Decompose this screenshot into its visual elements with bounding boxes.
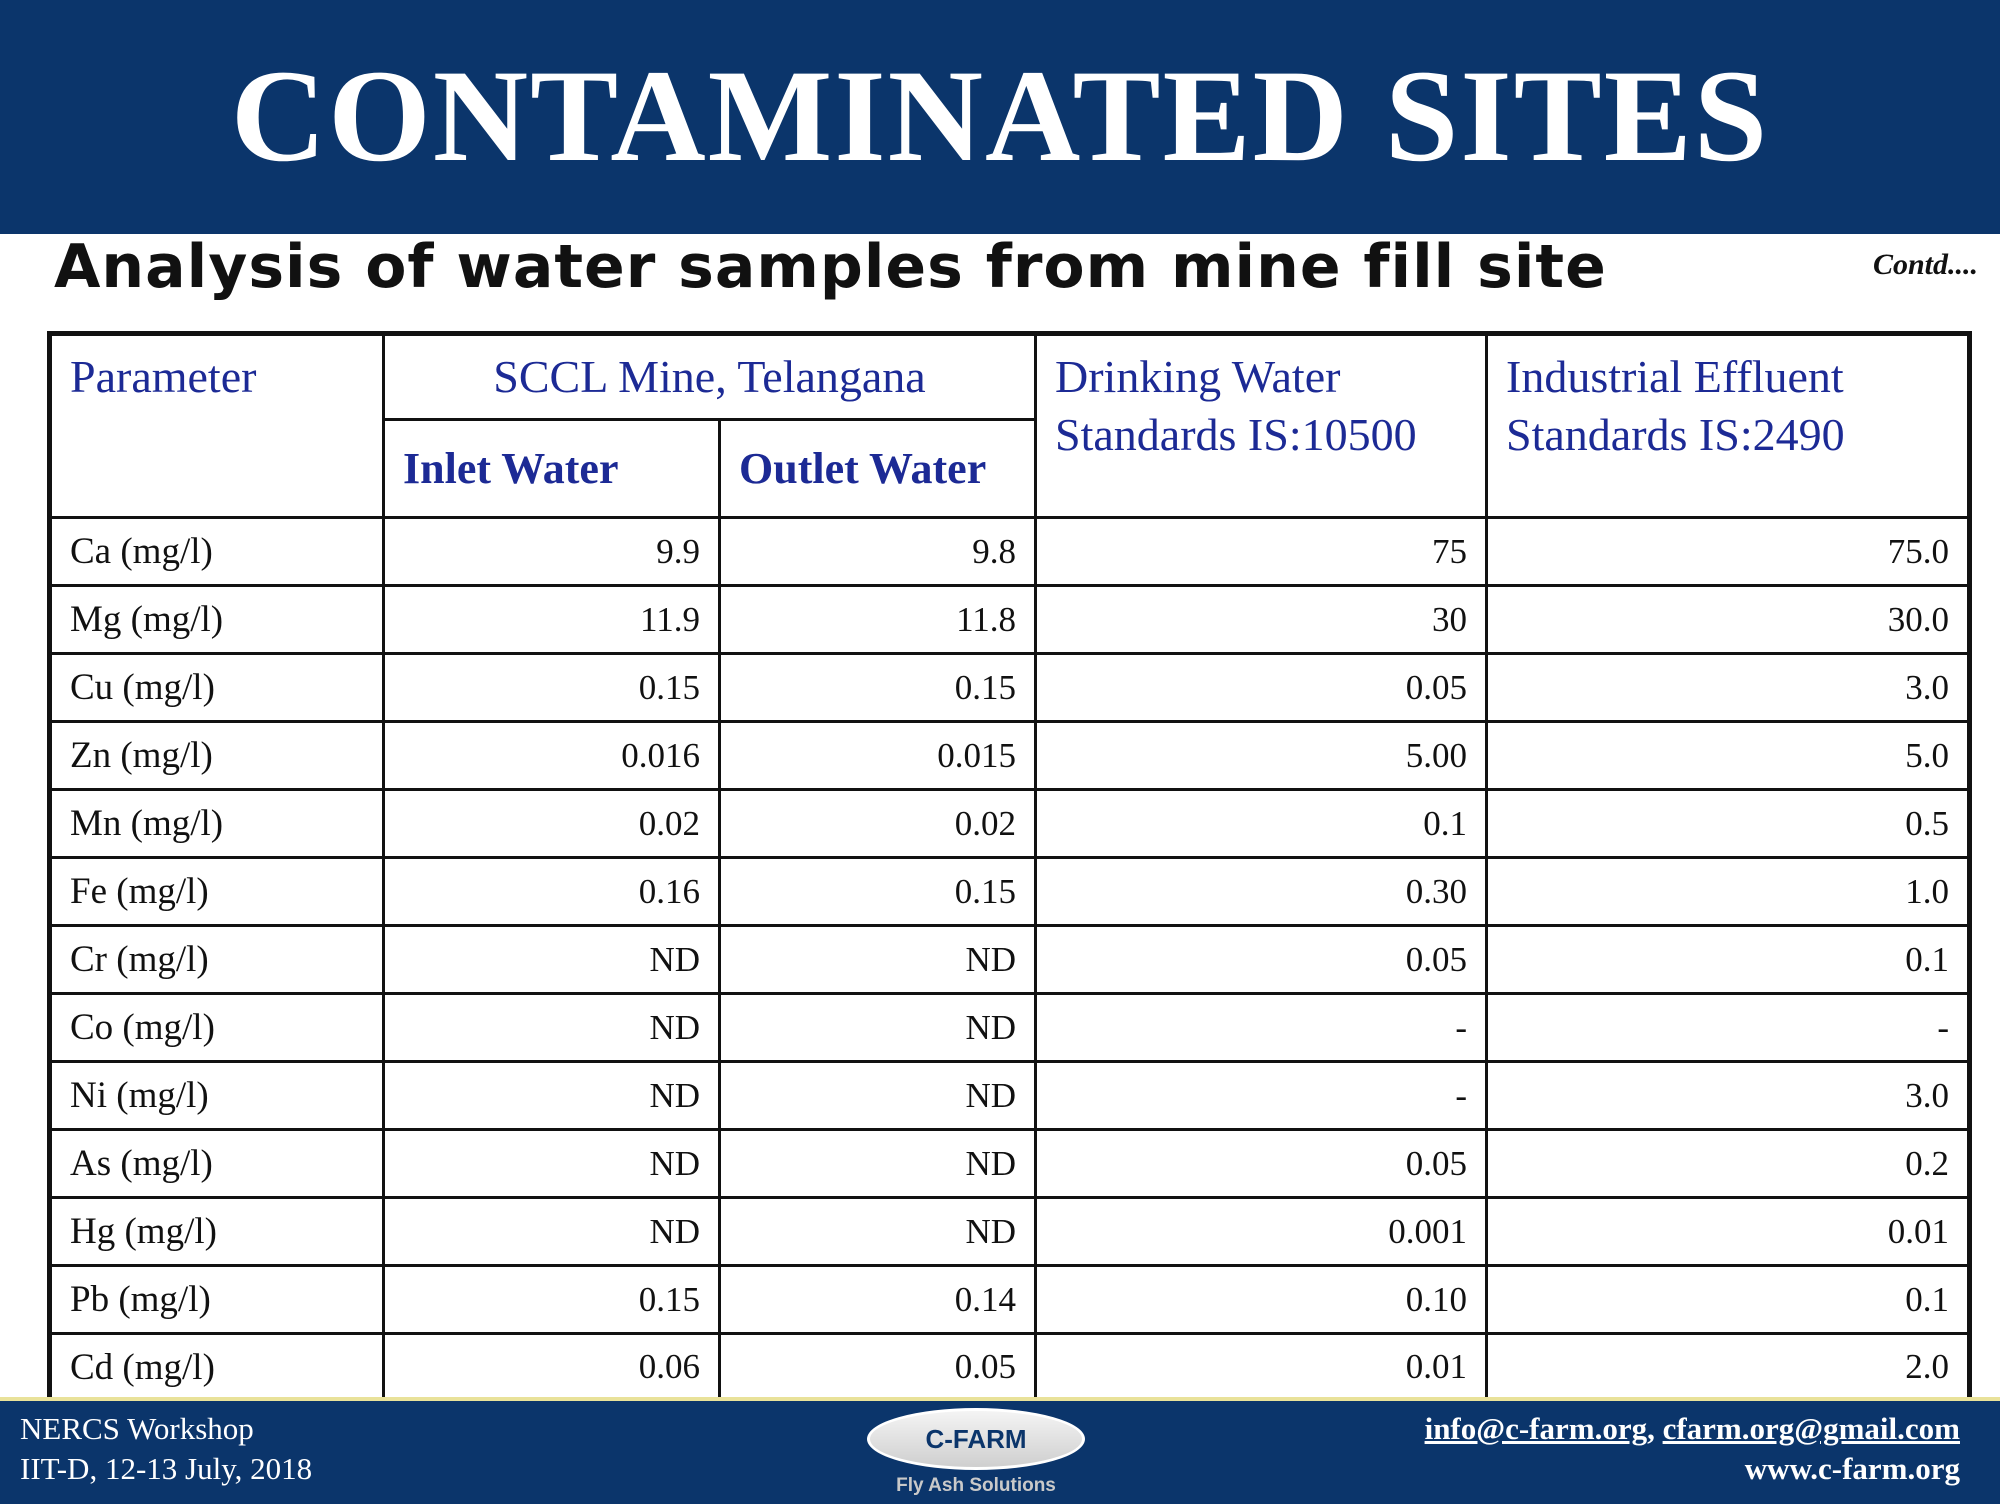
cell-parameter: Mn (mg/l) [50, 790, 384, 858]
cell-drinking-standard: 0.05 [1036, 926, 1487, 994]
cell-industrial-standard: 75.0 [1487, 518, 1970, 586]
table-row [50, 1062, 1970, 1130]
cell-parameter: Hg (mg/l) [50, 1198, 384, 1266]
logo-tagline: Fly Ash Solutions [896, 1475, 1056, 1496]
cell-inlet-water: 0.016 [384, 722, 720, 790]
cell-drinking-standard: 30 [1036, 586, 1487, 654]
email-link-info[interactable]: info@c-farm.org [1424, 1411, 1648, 1446]
table-row [50, 1266, 1970, 1334]
website-link[interactable]: www.c-farm.org [1744, 1451, 1960, 1486]
email-link-gmail[interactable]: cfarm.org@gmail.com [1662, 1411, 1960, 1446]
contact-info [1425, 1409, 1960, 1489]
continued-label: Contd.... [1872, 248, 1978, 281]
cell-drinking-standard: 75 [1036, 518, 1487, 586]
table-row [50, 1130, 1970, 1198]
cell-drinking-standard: 0.01 [1036, 1334, 1487, 1402]
header-drinking-standard [1036, 334, 1487, 518]
cell-drinking-standard: 0.05 [1036, 654, 1487, 722]
cell-parameter: Cr (mg/l) [50, 926, 384, 994]
contact-emails [1425, 1409, 1960, 1449]
header-industrial-line1: Industrial Effluent [1506, 351, 1844, 402]
cell-parameter: Ca (mg/l) [50, 518, 384, 586]
cell-inlet-water: ND [384, 1130, 720, 1198]
water-analysis-table [47, 331, 1972, 1404]
cell-drinking-standard: 0.30 [1036, 858, 1487, 926]
table-row [50, 722, 1970, 790]
cell-drinking-standard: 0.10 [1036, 1266, 1487, 1334]
cell-inlet-water: 0.02 [384, 790, 720, 858]
cell-industrial-standard: - [1487, 994, 1970, 1062]
cell-parameter: Co (mg/l) [50, 994, 384, 1062]
workshop-info [20, 1409, 312, 1489]
cell-industrial-standard: 0.01 [1487, 1198, 1970, 1266]
cell-inlet-water: 0.06 [384, 1334, 720, 1402]
cell-drinking-standard: - [1036, 1062, 1487, 1130]
cell-outlet-water: 0.15 [720, 654, 1036, 722]
header-industrial-standard [1487, 334, 1970, 518]
cell-drinking-standard: 0.001 [1036, 1198, 1487, 1266]
cell-industrial-standard: 2.0 [1487, 1334, 1970, 1402]
cell-inlet-water: ND [384, 1198, 720, 1266]
cell-outlet-water: ND [720, 1130, 1036, 1198]
table-row [50, 994, 1970, 1062]
cell-outlet-water: ND [720, 1062, 1036, 1130]
cell-outlet-water: 0.15 [720, 858, 1036, 926]
cell-industrial-standard: 0.1 [1487, 1266, 1970, 1334]
cell-outlet-water: ND [720, 994, 1036, 1062]
cell-inlet-water: 0.15 [384, 1266, 720, 1334]
cell-industrial-standard: 1.0 [1487, 858, 1970, 926]
table-row [50, 1198, 1970, 1266]
header-inlet-water: Inlet Water [384, 420, 720, 518]
cell-industrial-standard: 0.5 [1487, 790, 1970, 858]
cell-inlet-water: 0.16 [384, 858, 720, 926]
cell-industrial-standard: 0.2 [1487, 1130, 1970, 1198]
cell-drinking-standard: - [1036, 994, 1487, 1062]
table-row [50, 1334, 1970, 1402]
cell-outlet-water: ND [720, 926, 1036, 994]
cell-industrial-standard: 0.1 [1487, 926, 1970, 994]
cell-parameter: As (mg/l) [50, 1130, 384, 1198]
cell-parameter: Cu (mg/l) [50, 654, 384, 722]
header-industrial-line2: Standards IS:2490 [1506, 409, 1845, 460]
cell-industrial-standard: 3.0 [1487, 654, 1970, 722]
cell-outlet-water: 0.05 [720, 1334, 1036, 1402]
cell-industrial-standard: 30.0 [1487, 586, 1970, 654]
cell-drinking-standard: 5.00 [1036, 722, 1487, 790]
table-row [50, 654, 1970, 722]
cell-parameter: Cd (mg/l) [50, 1334, 384, 1402]
table-body [50, 518, 1970, 1402]
cell-outlet-water: ND [720, 1198, 1036, 1266]
cell-inlet-water: ND [384, 926, 720, 994]
cell-inlet-water: 9.9 [384, 518, 720, 586]
table-row [50, 926, 1970, 994]
cell-industrial-standard: 5.0 [1487, 722, 1970, 790]
header-site: SCCL Mine, Telangana [384, 334, 1036, 420]
cell-inlet-water: ND [384, 994, 720, 1062]
footer-bar [0, 1397, 2000, 1504]
cell-parameter: Pb (mg/l) [50, 1266, 384, 1334]
table-row [50, 518, 1970, 586]
cell-inlet-water: ND [384, 1062, 720, 1130]
header-outlet-water: Outlet Water [720, 420, 1036, 518]
cell-outlet-water: 0.02 [720, 790, 1036, 858]
table-row [50, 790, 1970, 858]
cell-outlet-water: 0.14 [720, 1266, 1036, 1334]
email-separator: , [1647, 1411, 1663, 1446]
workshop-name: NERCS Workshop [20, 1411, 254, 1446]
title-banner [0, 0, 2000, 234]
header-parameter: Parameter [50, 334, 384, 518]
cell-drinking-standard: 0.1 [1036, 790, 1487, 858]
workshop-venue-date: IIT-D, 12-13 July, 2018 [20, 1451, 313, 1486]
cell-outlet-water: 9.8 [720, 518, 1036, 586]
cell-parameter: Zn (mg/l) [50, 722, 384, 790]
cell-parameter: Mg (mg/l) [50, 586, 384, 654]
page-title: CONTAMINATED SITES [230, 41, 1770, 189]
cell-inlet-water: 11.9 [384, 586, 720, 654]
cell-inlet-water: 0.15 [384, 654, 720, 722]
slide-subtitle: Analysis of water samples from mine fill site [54, 232, 1607, 302]
logo-text: C-FARM [925, 1423, 1027, 1454]
cell-outlet-water: 0.015 [720, 722, 1036, 790]
cell-drinking-standard: 0.05 [1036, 1130, 1487, 1198]
cell-industrial-standard: 3.0 [1487, 1062, 1970, 1130]
c-farm-logo [867, 1408, 1085, 1470]
header-drinking-line2: Standards IS:10500 [1055, 409, 1417, 460]
header-drinking-line1: Drinking Water [1055, 351, 1341, 402]
cell-parameter: Ni (mg/l) [50, 1062, 384, 1130]
table-row [50, 586, 1970, 654]
table-row [50, 858, 1970, 926]
cell-outlet-water: 11.8 [720, 586, 1036, 654]
cell-parameter: Fe (mg/l) [50, 858, 384, 926]
